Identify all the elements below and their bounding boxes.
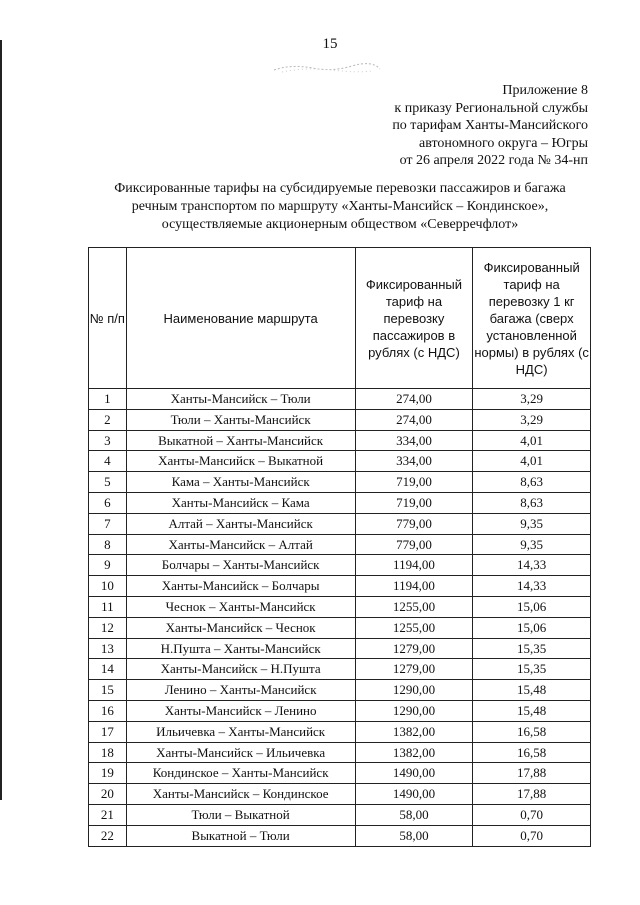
page-number: 15 bbox=[322, 36, 338, 52]
cell-passenger-tariff: 1194,00 bbox=[355, 576, 473, 597]
cell-baggage-tariff: 14,33 bbox=[473, 576, 591, 597]
cell-baggage-tariff: 15,48 bbox=[473, 700, 591, 721]
header-route: Наименование маршрута bbox=[126, 248, 355, 389]
appendix-line: по тарифам Ханты-Мансийского bbox=[392, 118, 588, 134]
cell-passenger-tariff: 1279,00 bbox=[355, 659, 473, 680]
cell-baggage-tariff: 16,58 bbox=[473, 721, 591, 742]
cell-route: Ханты-Мансийск – Чеснок bbox=[126, 617, 355, 638]
cell-baggage-tariff: 3,29 bbox=[473, 389, 591, 410]
cell-route: Ханты-Мансийск – Тюли bbox=[126, 389, 355, 410]
table-row bbox=[89, 534, 591, 555]
table-row bbox=[89, 555, 591, 576]
table-row bbox=[89, 784, 591, 805]
cell-route: Ханты-Мансийск – Кама bbox=[126, 492, 355, 513]
table-row bbox=[89, 576, 591, 597]
cell-baggage-tariff: 3,29 bbox=[473, 409, 591, 430]
cell-num: 7 bbox=[89, 513, 127, 534]
title-line: осуществляемые акционерным обществом «Северречфлот» bbox=[161, 217, 519, 232]
cell-baggage-tariff: 9,35 bbox=[473, 534, 591, 555]
cell-num: 12 bbox=[89, 617, 127, 638]
cell-baggage-tariff: 8,63 bbox=[473, 492, 591, 513]
cell-baggage-tariff: 9,35 bbox=[473, 513, 591, 534]
tariff-table bbox=[88, 247, 591, 847]
table-row bbox=[89, 742, 591, 763]
cell-baggage-tariff: 4,01 bbox=[473, 451, 591, 472]
appendix-line: Приложение 8 bbox=[502, 83, 588, 98]
cell-route: Выкатной – Тюли bbox=[126, 825, 355, 846]
cell-num: 18 bbox=[89, 742, 127, 763]
cell-baggage-tariff: 17,88 bbox=[473, 763, 591, 784]
cell-num: 20 bbox=[89, 784, 127, 805]
cell-passenger-tariff: 1194,00 bbox=[355, 555, 473, 576]
cell-route: Ханты-Мансийск – Выкатной bbox=[126, 451, 355, 472]
cell-passenger-tariff: 274,00 bbox=[355, 389, 473, 410]
cell-num: 2 bbox=[89, 409, 127, 430]
cell-num: 16 bbox=[89, 700, 127, 721]
cell-passenger-tariff: 1255,00 bbox=[355, 617, 473, 638]
cell-route: Тюли – Выкатной bbox=[126, 804, 355, 825]
table-row bbox=[89, 389, 591, 410]
table-row bbox=[89, 617, 591, 638]
cell-route: Чеснок – Ханты-Мансийск bbox=[126, 596, 355, 617]
table-row bbox=[89, 451, 591, 472]
appendix-line: к приказу Региональной службы bbox=[394, 100, 588, 116]
cell-num: 9 bbox=[89, 555, 127, 576]
table-header-row bbox=[89, 248, 591, 389]
table-row bbox=[89, 659, 591, 680]
cell-passenger-tariff: 1382,00 bbox=[355, 742, 473, 763]
cell-passenger-tariff: 1255,00 bbox=[355, 596, 473, 617]
cell-num: 22 bbox=[89, 825, 127, 846]
table-row bbox=[89, 638, 591, 659]
cell-passenger-tariff: 58,00 bbox=[355, 804, 473, 825]
cell-num: 13 bbox=[89, 638, 127, 659]
table-row bbox=[89, 472, 591, 493]
table-row bbox=[89, 409, 591, 430]
cell-baggage-tariff: 15,35 bbox=[473, 638, 591, 659]
cell-route: Ханты-Мансийск – Алтай bbox=[126, 534, 355, 555]
cell-baggage-tariff: 15,06 bbox=[473, 596, 591, 617]
table-row bbox=[89, 430, 591, 451]
table-row bbox=[89, 513, 591, 534]
cell-baggage-tariff: 15,35 bbox=[473, 659, 591, 680]
cell-route: Ханты-Мансийск – Ильичевка bbox=[126, 742, 355, 763]
cell-passenger-tariff: 334,00 bbox=[355, 430, 473, 451]
cell-baggage-tariff: 14,33 bbox=[473, 555, 591, 576]
cell-passenger-tariff: 274,00 bbox=[355, 409, 473, 430]
header-passenger-tariff: Фиксированный тариф на перевозку пассажиров в рублях (с НДС) bbox=[355, 248, 473, 389]
cell-baggage-tariff: 16,58 bbox=[473, 742, 591, 763]
cell-passenger-tariff: 1490,00 bbox=[355, 763, 473, 784]
cell-baggage-tariff: 8,63 bbox=[473, 472, 591, 493]
appendix-line: от 26 апреля 2022 года № 34-нп bbox=[399, 153, 588, 169]
cell-num: 11 bbox=[89, 596, 127, 617]
cell-baggage-tariff: 0,70 bbox=[473, 804, 591, 825]
cell-route: Ханты-Мансийск – Н.Пушта bbox=[126, 659, 355, 680]
cell-num: 21 bbox=[89, 804, 127, 825]
cell-passenger-tariff: 58,00 bbox=[355, 825, 473, 846]
appendix-line: автономного округа – Югры bbox=[419, 135, 588, 151]
table-row bbox=[89, 804, 591, 825]
cell-route: Выкатной – Ханты-Мансийск bbox=[126, 430, 355, 451]
cell-route: Ханты-Мансийск – Ленино bbox=[126, 700, 355, 721]
header-num: № п/п bbox=[89, 248, 127, 389]
cell-route: Алтай – Ханты-Мансийск bbox=[126, 513, 355, 534]
cell-passenger-tariff: 334,00 bbox=[355, 451, 473, 472]
table-row bbox=[89, 825, 591, 846]
table-row bbox=[89, 492, 591, 513]
cell-route: Кондинское – Ханты-Мансийск bbox=[126, 763, 355, 784]
table-row bbox=[89, 700, 591, 721]
cell-route: Болчары – Ханты-Мансийск bbox=[126, 555, 355, 576]
cell-passenger-tariff: 1490,00 bbox=[355, 784, 473, 805]
cell-route: Кама – Ханты-Мансийск bbox=[126, 472, 355, 493]
cell-passenger-tariff: 1290,00 bbox=[355, 700, 473, 721]
cell-num: 17 bbox=[89, 721, 127, 742]
cell-num: 14 bbox=[89, 659, 127, 680]
cell-baggage-tariff: 4,01 bbox=[473, 430, 591, 451]
cell-passenger-tariff: 1279,00 bbox=[355, 638, 473, 659]
cell-route: Ханты-Мансийск – Кондинское bbox=[126, 784, 355, 805]
cell-passenger-tariff: 719,00 bbox=[355, 492, 473, 513]
document-title bbox=[40, 180, 640, 234]
cell-num: 1 bbox=[89, 389, 127, 410]
appendix-block bbox=[392, 82, 588, 170]
cell-passenger-tariff: 1290,00 bbox=[355, 680, 473, 701]
cell-num: 6 bbox=[89, 492, 127, 513]
cell-route: Ильичевка – Ханты-Мансийск bbox=[126, 721, 355, 742]
cell-num: 3 bbox=[89, 430, 127, 451]
cell-passenger-tariff: 779,00 bbox=[355, 534, 473, 555]
title-line: речным транспортом по маршруту «Ханты-Мансийск – Кондинское», bbox=[131, 199, 549, 214]
cell-num: 4 bbox=[89, 451, 127, 472]
cell-baggage-tariff: 0,70 bbox=[473, 825, 591, 846]
table-row bbox=[89, 763, 591, 784]
cell-num: 5 bbox=[89, 472, 127, 493]
scan-edge-line bbox=[0, 40, 2, 800]
title-line: Фиксированные тарифы на субсидируемые перевозки пассажиров и багажа bbox=[114, 181, 566, 196]
cell-route: Ленино – Ханты-Мансийск bbox=[126, 680, 355, 701]
cell-baggage-tariff: 15,06 bbox=[473, 617, 591, 638]
cell-num: 8 bbox=[89, 534, 127, 555]
cell-baggage-tariff: 17,88 bbox=[473, 784, 591, 805]
cell-route: Ханты-Мансийск – Болчары bbox=[126, 576, 355, 597]
cell-passenger-tariff: 1382,00 bbox=[355, 721, 473, 742]
table-row bbox=[89, 680, 591, 701]
cell-num: 19 bbox=[89, 763, 127, 784]
table-row bbox=[89, 596, 591, 617]
header-baggage-tariff: Фиксированный тариф на перевозку 1 кг багажа (сверх установленной нормы) в рублях (с НДС) bbox=[473, 248, 591, 389]
table-row bbox=[89, 721, 591, 742]
cell-route: Н.Пушта – Ханты-Мансийск bbox=[126, 638, 355, 659]
faint-stamp-mark bbox=[272, 60, 382, 74]
cell-num: 15 bbox=[89, 680, 127, 701]
cell-baggage-tariff: 15,48 bbox=[473, 680, 591, 701]
cell-passenger-tariff: 779,00 bbox=[355, 513, 473, 534]
cell-route: Тюли – Ханты-Мансийск bbox=[126, 409, 355, 430]
cell-passenger-tariff: 719,00 bbox=[355, 472, 473, 493]
cell-num: 10 bbox=[89, 576, 127, 597]
